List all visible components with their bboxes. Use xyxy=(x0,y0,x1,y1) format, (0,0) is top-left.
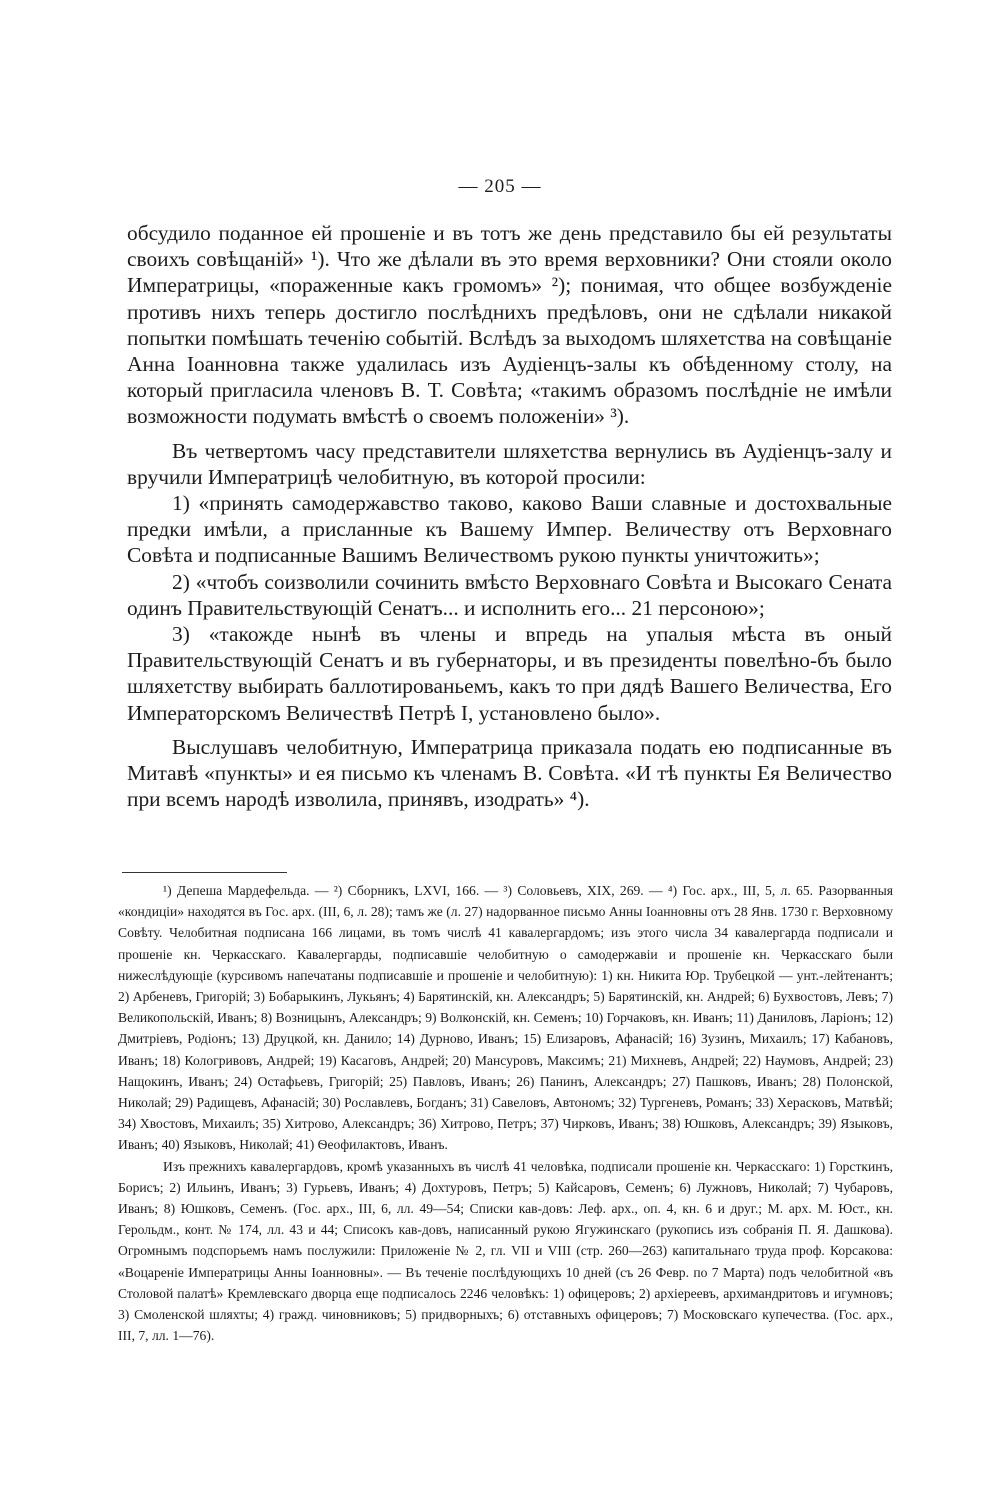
body-paragraph-2: Въ четвертомъ часу представители шляхетства вернулись въ Аудіенцъ-залу и вручили Императрицѣ челобитную, въ которой просили: xyxy=(127,438,892,489)
body-paragraph-1: обсудило поданное ей прошеніе и въ тотъ же день представило бы ей результаты своихъ совѣщаній» ¹). Что же дѣлали въ это время верховники? Они стояли около Императрицы, «пораженные какъ громомъ» ²); понимая, что общее возбужденіе противъ нихъ теперь достигло послѣднихъ предѣловъ, они не сдѣлали никакой попытки помѣшать теченію событій. Вслѣдъ за выходомъ шляхетства на совѣщаніе Анна Іоанновна также удалилась изъ Аудіенцъ-залы къ обѣденному столу, на который пригласила членовъ В. Т. Совѣта; «такимъ образомъ послѣдніе не имѣли возможности подумать вмѣстѣ о своемъ положеніи» ³). xyxy=(127,221,892,429)
petition-point-2: 2) «чтобъ соизволили сочинить вмѣсто Верховнаго Совѣта и Высокаго Сената одинъ Правительствующій Сенатъ... и исполнить его... 21 персоною»; xyxy=(127,569,892,620)
petition-point-3: 3) «такожде нынѣ въ члены и впредь на упалыя мѣста въ оный Правительствующій Сенатъ и въ губернаторы, и въ президенты повелѣно-бъ было шляхетству выбирать баллотированьемъ, какъ то при дядѣ Вашего Величества, Его Императорскомъ Величествѣ Петрѣ I, установлено было». xyxy=(127,622,892,725)
main-text xyxy=(127,220,892,812)
petition-point-1: 1) «принять самодержавство таково, каково Ваши славные и достохвальные предки имѣли, а присланные къ Вашему Импер. Величеству отъ Верховнаго Совѣта и подписанные Вашимъ Величествомъ рукою пункты уничтожить»; xyxy=(127,491,892,568)
body-paragraph-3: Выслушавъ челобитную, Императрица приказала подать ею подписанные въ Митавѣ «пункты» и ея письмо къ членамъ В. Совѣта. «И тѣ пункты Ея Величество при всемъ народѣ изволила, принявъ, изодрать» ⁴). xyxy=(127,734,892,812)
footnote-divider xyxy=(122,872,287,873)
page-number: — 205 — xyxy=(458,176,542,197)
footnote-block-2: Изъ прежнихъ кавалергардовъ, кромѣ указанныхъ въ числѣ 41 человѣка, подписали прошеніе кн. Черкасскаго: 1) Горсткинъ, Борисъ; 2) Ильинъ, Иванъ; 3) Гурьевъ, Иванъ; 4) Дохтуровъ, Петръ; 5) Кайсаровъ, Семенъ; 6) Лужновъ, Николай; 7) Чубаровъ, Иванъ; 8) Юшковъ, Семенъ. (Гос. арх., III, 6, лл. 49—54; Списки кав-довъ: Леф. арх., оп. 4, кн. 6 и друг.; М. арх. М. Юст., кн. Герольдм., конт. № 174, лл. 43 и 44; Списокъ кав-довъ, написанный рукою Ягужинскаго (рукопись изъ собранія П. Я. Дашкова). Огромнымъ подспорьемъ намъ послужили: Приложеніе № 2, гл. VII и VIII (стр. 260—263) капитальнаго труда проф. Корсакова: «Воцареніе Императрицы Анны Іоанновны». — Въ теченіе послѣдующихъ 10 дней (съ 26 Февр. по 7 Марта) подъ челобитной «въ Столовой палатѣ» Кремлевскаго дворца еще подписалось 2246 человѣкъ: 1) офицеровъ; 2) архіереевъ, архимандритовъ и игумновъ; 3) Смоленской шляхты; 4) гражд. чиновниковъ; 5) придворныхъ; 6) отставныхъ офицеровъ; 7) Московскаго купечества. (Гос. арх., III, 7, лл. 1—76). xyxy=(118,1158,893,1344)
footnote-block-1: ¹) Депеша Мардефельда. — ²) Сборникъ, LXVI, 166. — ³) Соловьевъ, XIX, 269. — ⁴) Гос. арх., III, 5, л. 65. Разорванныя «кондиціи» находятся въ Гос. арх. (III, 6, л. 28); тамъ же (л. 27) надорванное письмо Анны Іоанновны отъ 28 Янв. 1730 г. Верховному Совѣту. Челобитная подписана 166 лицами, въ томъ числѣ 41 кавалергардомъ; изъ этого числа 34 кавалергарда подписали и прошеніе кн. Черкасскаго. Кавалергарды, подписавшіе челобитную о самодержавіи и прошеніе кн. Черкасскаго были нижеслѣдующіе (курсивомъ напечатаны подписавшіе и прошеніе и челобитную): 1) кн. Никита Юр. Трубецкой — унт.-лейтенантъ; 2) Арбеневъ, Григорій; 3) Бобарыкинъ, Лукьянъ; 4) Барятинскій, кн. Александръ; 5) Барятинскій, кн. Андрей; 6) Бухвостовъ, Левъ; 7) Великопольскій, Иванъ; 8) Возницынъ, Александръ; 9) Волконскій, кн. Семенъ; 10) Горчаковъ, кн. Иванъ; 11) Даниловъ, Ларіонъ; 12) Дмитріевъ, Родіонъ; 13) Друцкой, кн. Данило; 14) Дурново, Иванъ; 15) Елизаровъ, Афанасій; 16) Зузинъ, Михаилъ; 17) Кабановъ, Иванъ; 18) Кологривовъ, Андрей; 19) Касаговъ, Андрей; 20) Мансуровъ, Максимъ; 21) Михневъ, Андрей; 22) Наумовъ, Андрей; 23) Нащокинъ, Иванъ; 24) Остафьевъ, Григорій; 25) Павловъ, Иванъ; 26) Панинъ, Александръ; 27) Пашковъ, Иванъ; 28) Полонской, Николай; 29) Радищевъ, Афанасій; 30) Рославлевъ, Богданъ; 31) Савеловъ, Автономъ; 32) Тургеневъ, Романъ; 33) Херасковъ, Матвѣй; 34) Хвостовъ, Михаилъ; 35) Хитрово, Александръ; 36) Хитрово, Петръ; 37) Чирковъ, Иванъ; 38) Юшковъ, Александръ; 39) Языковъ, Иванъ; 40) Языковъ, Николай; 41) Ѳеофилактовъ, Иванъ. xyxy=(118,883,893,1153)
footnotes xyxy=(118,880,893,1346)
